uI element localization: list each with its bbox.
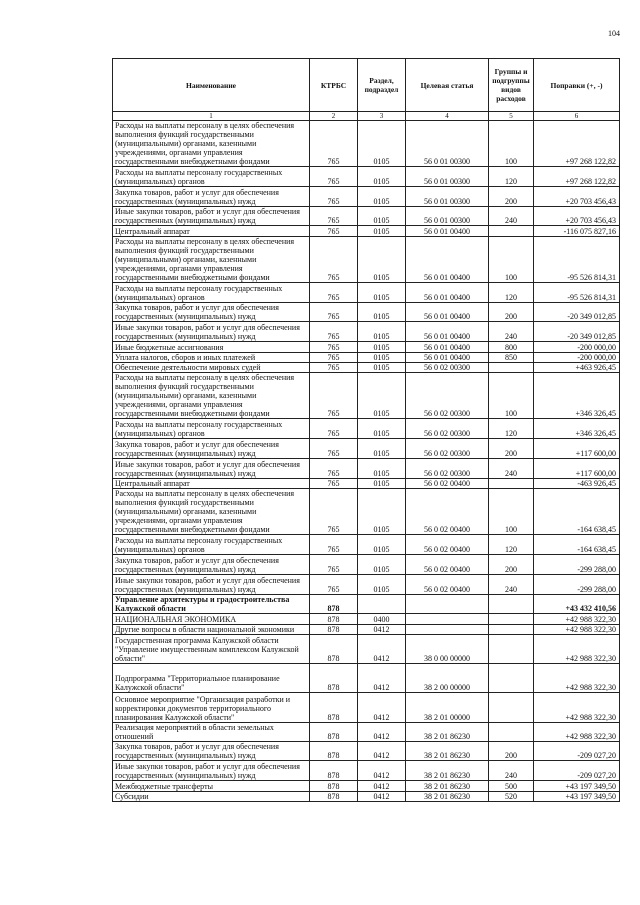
row-group	[489, 664, 534, 693]
row-name: Иные закупки товаров, работ и услуг для обеспечения государственных (муниципальных) нужд	[113, 574, 310, 594]
row-ktrbs: 878	[310, 781, 358, 791]
row-section: 0105	[358, 574, 406, 594]
row-ktrbs: 765	[310, 439, 358, 459]
row-ktrbs: 765	[310, 226, 358, 236]
table-row	[113, 186, 620, 206]
row-section: 0105	[358, 362, 406, 372]
row-target: 38 2 01 86230	[406, 761, 489, 781]
row-group: 520	[489, 791, 534, 801]
row-amount: -164 638,45	[534, 535, 620, 555]
row-section: 0105	[358, 186, 406, 206]
col-number: 5	[489, 112, 534, 121]
row-group	[489, 635, 534, 664]
row-section: 0412	[358, 781, 406, 791]
row-name: Субсидии	[113, 791, 310, 801]
row-amount: +346 326,45	[534, 419, 620, 439]
row-section: 0105	[358, 206, 406, 226]
row-target: 38 2 01 86230	[406, 722, 489, 741]
row-ktrbs: 878	[310, 741, 358, 761]
row-ktrbs: 878	[310, 664, 358, 693]
row-name: Иные закупки товаров, работ и услуг для обеспечения государственных (муниципальных) нужд	[113, 458, 310, 478]
table-row	[113, 478, 620, 488]
row-target: 56 0 02 00400	[406, 478, 489, 488]
row-amount: -95 526 814,31	[534, 282, 620, 302]
table-row	[113, 322, 620, 342]
row-target	[406, 614, 489, 624]
row-section: 0400	[358, 614, 406, 624]
row-target: 56 0 01 00300	[406, 186, 489, 206]
row-target: 56 0 02 00400	[406, 489, 489, 535]
row-ktrbs: 878	[310, 635, 358, 664]
row-name: Иные закупки товаров, работ и услуг для обеспечения государственных (муниципальных) нужд	[113, 322, 310, 342]
row-target: 56 0 02 00300	[406, 419, 489, 439]
row-name: Обеспечение деятельности мировых судей	[113, 362, 310, 372]
row-group	[489, 614, 534, 624]
table-row	[113, 535, 620, 555]
row-group: 200	[489, 741, 534, 761]
row-group: 120	[489, 419, 534, 439]
row-amount: -209 027,20	[534, 761, 620, 781]
table-row	[113, 226, 620, 236]
row-group: 100	[489, 373, 534, 419]
header-name: Наименование	[113, 59, 310, 112]
header-groups: Группы и подгруппы видов расходов	[489, 59, 534, 112]
row-section: 0105	[358, 352, 406, 362]
table-row	[113, 302, 620, 322]
row-ktrbs: 765	[310, 373, 358, 419]
row-amount: +43 432 410,56	[534, 594, 620, 614]
row-target: 56 0 01 00400	[406, 302, 489, 322]
table-row	[113, 458, 620, 478]
table-row	[113, 614, 620, 624]
row-amount: +42 988 322,30	[534, 614, 620, 624]
table-row	[113, 373, 620, 419]
row-ktrbs: 765	[310, 352, 358, 362]
row-name: Подпрограмма "Территориальное планирование Калужской области"	[113, 664, 310, 693]
table-row	[113, 781, 620, 791]
row-amount: +97 268 122,82	[534, 121, 620, 167]
row-amount: -20 349 012,85	[534, 302, 620, 322]
row-ktrbs: 765	[310, 362, 358, 372]
row-amount: +346 326,45	[534, 373, 620, 419]
row-name: Другие вопросы в области национальной экономики	[113, 624, 310, 634]
row-target: 38 2 01 86230	[406, 781, 489, 791]
row-section: 0412	[358, 664, 406, 693]
row-target	[406, 624, 489, 634]
table-row	[113, 741, 620, 761]
table-row	[113, 362, 620, 372]
row-target: 56 0 02 00300	[406, 439, 489, 459]
row-amount: +97 268 122,82	[534, 167, 620, 187]
row-ktrbs: 878	[310, 614, 358, 624]
row-group	[489, 226, 534, 236]
row-ktrbs: 878	[310, 791, 358, 801]
row-section: 0105	[358, 458, 406, 478]
row-amount: +42 988 322,30	[534, 693, 620, 722]
row-target: 38 2 01 86230	[406, 741, 489, 761]
row-amount: +20 703 456,43	[534, 206, 620, 226]
row-name: Закупка товаров, работ и услуг для обеспечения государственных (муниципальных) нужд	[113, 302, 310, 322]
row-target: 56 0 01 00400	[406, 352, 489, 362]
row-section: 0412	[358, 722, 406, 741]
header-section: Раздел, подраздел	[358, 59, 406, 112]
row-group	[489, 362, 534, 372]
row-ktrbs: 765	[310, 322, 358, 342]
row-target: 56 0 02 00300	[406, 373, 489, 419]
row-name: Иные закупки товаров, работ и услуг для обеспечения государственных (муниципальных) нужд	[113, 206, 310, 226]
table-row	[113, 761, 620, 781]
row-name: Государственная программа Калужской области "Управление имущественным комплексом Калужской области"	[113, 635, 310, 664]
row-section	[358, 594, 406, 614]
row-target: 56 0 02 00400	[406, 574, 489, 594]
row-ktrbs: 765	[310, 282, 358, 302]
row-ktrbs: 765	[310, 574, 358, 594]
row-group: 240	[489, 206, 534, 226]
row-target: 56 0 01 00400	[406, 226, 489, 236]
row-target: 56 0 01 00400	[406, 342, 489, 352]
row-group: 120	[489, 167, 534, 187]
table-body	[113, 121, 620, 802]
row-group	[489, 478, 534, 488]
row-amount: +43 197 349,50	[534, 781, 620, 791]
row-target: 38 2 00 00000	[406, 664, 489, 693]
row-ktrbs: 878	[310, 624, 358, 634]
row-target: 56 0 01 00400	[406, 282, 489, 302]
row-target: 56 0 01 00300	[406, 167, 489, 187]
row-ktrbs: 765	[310, 302, 358, 322]
row-group: 200	[489, 186, 534, 206]
row-amount: -95 526 814,31	[534, 236, 620, 282]
row-amount: +42 988 322,30	[534, 722, 620, 741]
row-ktrbs: 765	[310, 342, 358, 352]
row-group: 240	[489, 574, 534, 594]
table-row	[113, 574, 620, 594]
table-row	[113, 282, 620, 302]
row-amount: +117 600,00	[534, 439, 620, 459]
row-group: 800	[489, 342, 534, 352]
row-name: Расходы на выплаты персоналу государственных (муниципальных) органов	[113, 282, 310, 302]
row-section: 0412	[358, 791, 406, 801]
row-section: 0105	[358, 282, 406, 302]
row-name: Расходы на выплаты персоналу государственных (муниципальных) органов	[113, 535, 310, 555]
row-target: 56 0 01 00300	[406, 121, 489, 167]
row-ktrbs: 878	[310, 594, 358, 614]
col-number: 3	[358, 112, 406, 121]
row-section: 0105	[358, 236, 406, 282]
row-name: Закупка товаров, работ и услуг для обеспечения государственных (муниципальных) нужд	[113, 554, 310, 574]
row-section: 0105	[358, 478, 406, 488]
row-amount: +20 703 456,43	[534, 186, 620, 206]
row-group	[489, 624, 534, 634]
row-group	[489, 693, 534, 722]
row-section: 0412	[358, 761, 406, 781]
row-ktrbs: 765	[310, 236, 358, 282]
table-row	[113, 439, 620, 459]
row-name: Закупка товаров, работ и услуг для обеспечения государственных (муниципальных) нужд	[113, 741, 310, 761]
row-amount: -463 926,45	[534, 478, 620, 488]
row-name: Иные закупки товаров, работ и услуг для обеспечения государственных (муниципальных) нужд	[113, 761, 310, 781]
row-name: Расходы на выплаты персоналу в целях обеспечения выполнения функций государственными (муниципальными) органами, казенными учреждениями, органами управления государственными внебюджетными фондами	[113, 121, 310, 167]
row-section: 0105	[358, 373, 406, 419]
row-group: 240	[489, 322, 534, 342]
row-name: Расходы на выплаты персоналу в целях обеспечения выполнения функций государственными (муниципальными) органами, казенными учреждениями, органами управления государственными внебюджетными фондами	[113, 236, 310, 282]
row-name: Управление архитектуры и градостроительства Калужской области	[113, 594, 310, 614]
row-target: 56 0 01 00400	[406, 322, 489, 342]
row-section: 0105	[358, 419, 406, 439]
table-row	[113, 206, 620, 226]
row-group: 100	[489, 121, 534, 167]
row-ktrbs: 765	[310, 535, 358, 555]
row-target	[406, 594, 489, 614]
header-target: Целевая статья	[406, 59, 489, 112]
row-group: 120	[489, 535, 534, 555]
table-row	[113, 722, 620, 741]
header-ktrbs: КТРБС	[310, 59, 358, 112]
row-target: 56 0 01 00400	[406, 236, 489, 282]
column-number-row	[113, 112, 620, 121]
row-section: 0412	[358, 624, 406, 634]
row-target: 56 0 02 00300	[406, 362, 489, 372]
row-amount: -164 638,45	[534, 489, 620, 535]
row-target: 56 0 02 00400	[406, 554, 489, 574]
row-group: 240	[489, 458, 534, 478]
budget-amendments-table	[112, 58, 620, 802]
table-row	[113, 554, 620, 574]
row-amount: -299 288,00	[534, 554, 620, 574]
row-ktrbs: 765	[310, 167, 358, 187]
row-amount: +42 988 322,30	[534, 635, 620, 664]
row-ktrbs: 765	[310, 478, 358, 488]
row-group: 100	[489, 236, 534, 282]
row-group: 200	[489, 302, 534, 322]
row-section: 0105	[358, 554, 406, 574]
row-name: Расходы на выплаты персоналу в целях обеспечения выполнения функций государственными (муниципальными) органами, казенными учреждениями, органами управления государственными внебюджетными фондами	[113, 489, 310, 535]
row-section: 0105	[358, 489, 406, 535]
col-number: 2	[310, 112, 358, 121]
row-ktrbs: 765	[310, 121, 358, 167]
table-row	[113, 236, 620, 282]
page-number: 104	[608, 29, 620, 38]
row-ktrbs: 765	[310, 458, 358, 478]
row-amount: -20 349 012,85	[534, 322, 620, 342]
row-ktrbs: 765	[310, 206, 358, 226]
header-row	[113, 59, 620, 112]
table-row	[113, 635, 620, 664]
col-number: 6	[534, 112, 620, 121]
row-target: 38 0 00 00000	[406, 635, 489, 664]
row-ktrbs: 765	[310, 554, 358, 574]
row-amount: -200 000,00	[534, 342, 620, 352]
row-amount: +43 197 349,50	[534, 791, 620, 801]
table-row	[113, 624, 620, 634]
table-row	[113, 693, 620, 722]
row-amount: -116 075 827,16	[534, 226, 620, 236]
table-row	[113, 664, 620, 693]
row-name: Расходы на выплаты персоналу государственных (муниципальных) органов	[113, 167, 310, 187]
row-group: 850	[489, 352, 534, 362]
row-name: Межбюджетные трансферты	[113, 781, 310, 791]
row-ktrbs: 765	[310, 419, 358, 439]
row-section: 0105	[358, 342, 406, 352]
row-group: 120	[489, 282, 534, 302]
col-number: 4	[406, 112, 489, 121]
row-name: Центральный аппарат	[113, 478, 310, 488]
row-amount: -200 000,00	[534, 352, 620, 362]
row-amount: -209 027,20	[534, 741, 620, 761]
row-group: 240	[489, 761, 534, 781]
row-name: Закупка товаров, работ и услуг для обеспечения государственных (муниципальных) нужд	[113, 186, 310, 206]
row-ktrbs: 878	[310, 761, 358, 781]
row-section: 0412	[358, 741, 406, 761]
row-name: Расходы на выплаты персоналу государственных (муниципальных) органов	[113, 419, 310, 439]
row-target: 56 0 01 00300	[406, 206, 489, 226]
row-name: НАЦИОНАЛЬНАЯ ЭКОНОМИКА	[113, 614, 310, 624]
header-amendments: Поправки (+, -)	[534, 59, 620, 112]
col-number: 1	[113, 112, 310, 121]
row-name: Уплата налогов, сборов и иных платежей	[113, 352, 310, 362]
row-name: Реализация мероприятий в области земельных отношений	[113, 722, 310, 741]
table-row	[113, 167, 620, 187]
row-amount: +463 926,45	[534, 362, 620, 372]
row-group	[489, 594, 534, 614]
row-amount: +117 600,00	[534, 458, 620, 478]
row-name: Основное мероприятие "Организация разработки и корректировки документов территориального планирования Калужской области"	[113, 693, 310, 722]
row-section: 0105	[358, 226, 406, 236]
row-amount: +42 988 322,30	[534, 624, 620, 634]
row-group: 500	[489, 781, 534, 791]
row-group: 200	[489, 439, 534, 459]
row-section: 0105	[358, 121, 406, 167]
row-section: 0105	[358, 439, 406, 459]
row-name: Центральный аппарат	[113, 226, 310, 236]
row-ktrbs: 765	[310, 489, 358, 535]
table-row	[113, 121, 620, 167]
row-section: 0412	[358, 693, 406, 722]
row-group: 200	[489, 554, 534, 574]
table-row	[113, 594, 620, 614]
row-group: 100	[489, 489, 534, 535]
row-target: 38 2 01 00000	[406, 693, 489, 722]
row-amount: -299 288,00	[534, 574, 620, 594]
table-row	[113, 791, 620, 801]
row-group	[489, 722, 534, 741]
table-row	[113, 342, 620, 352]
row-section: 0105	[358, 302, 406, 322]
row-name: Расходы на выплаты персоналу в целях обеспечения выполнения функций государственными (муниципальными) органами, казенными учреждениями, органами управления государственными внебюджетными фондами	[113, 373, 310, 419]
row-target: 56 0 02 00300	[406, 458, 489, 478]
row-name: Закупка товаров, работ и услуг для обеспечения государственных (муниципальных) нужд	[113, 439, 310, 459]
row-section: 0105	[358, 535, 406, 555]
row-section: 0105	[358, 322, 406, 342]
row-section: 0412	[358, 635, 406, 664]
row-target: 56 0 02 00400	[406, 535, 489, 555]
row-ktrbs: 765	[310, 186, 358, 206]
table-row	[113, 352, 620, 362]
row-section: 0105	[358, 167, 406, 187]
table-row	[113, 419, 620, 439]
row-name: Иные бюджетные ассигнования	[113, 342, 310, 352]
row-ktrbs: 878	[310, 693, 358, 722]
row-amount: +42 988 322,30	[534, 664, 620, 693]
row-target: 38 2 01 86230	[406, 791, 489, 801]
table-row	[113, 489, 620, 535]
row-ktrbs: 878	[310, 722, 358, 741]
